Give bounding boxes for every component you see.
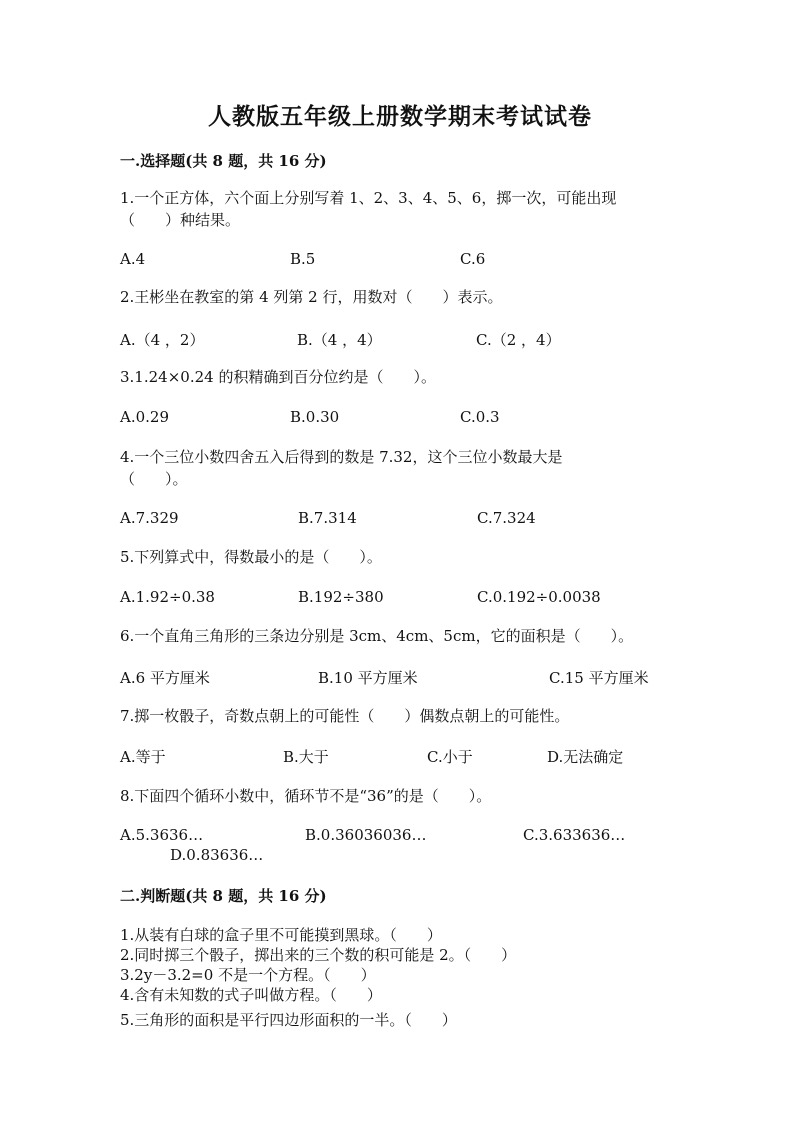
question-2: 2.王彬坐在教室的第 4 列第 2 行，用数对（ ）表示。: [120, 288, 503, 306]
question-3: 3.1.24×0.24 的积精确到百分位约是（ ）。: [120, 368, 436, 386]
q8-option-d: D.0.83636…: [170, 846, 264, 864]
q8-option-a: A.5.3636…: [120, 826, 204, 844]
q6-option-a: A.6 平方厘米: [120, 669, 210, 687]
page-title: 人教版五年级上册数学期末考试试卷: [208, 103, 592, 130]
q6-option-c: C.15 平方厘米: [549, 669, 649, 687]
question-1-line-1: 1.一个正方体，六个面上分别写着 1、2、3、4、5、6，掷一次，可能出现: [120, 189, 617, 207]
q4-option-b: B.7.314: [298, 509, 357, 527]
judgment-3: 3.2y－3.2=0 不是一个方程。（ ）: [120, 966, 376, 984]
question-8: 8.下面四个循环小数中，循环节不是“36”的是（ ）。: [120, 787, 492, 805]
question-4-line-2: （ ）。: [120, 470, 188, 488]
q5-option-b: B.192÷380: [298, 588, 384, 606]
q4-option-c: C.7.324: [477, 509, 536, 527]
question-6: 6.一个直角三角形的三条边分别是 3cm、4cm、5cm，它的面积是（ ）。: [120, 627, 634, 645]
question-5: 5.下列算式中，得数最小的是（ ）。: [120, 548, 382, 566]
section-heading-choice: 一.选择题(共 8 题，共 16 分): [120, 152, 327, 170]
q3-option-a: A.0.29: [120, 408, 169, 426]
q1-option-a: A.4: [120, 250, 146, 268]
q4-option-a: A.7.329: [120, 509, 179, 527]
judgment-4: 4.含有未知数的式子叫做方程。（ ）: [120, 986, 382, 1004]
q1-option-b: B.5: [290, 250, 316, 268]
q1-option-c: C.6: [460, 250, 486, 268]
judgment-2: 2.同时掷三个骰子，掷出来的三个数的积可能是 2。（ ）: [120, 946, 517, 964]
q2-option-b: B.（4 ，4）: [297, 331, 382, 349]
question-1: [120, 187, 680, 231]
q7-option-a: A.等于: [120, 748, 166, 766]
q2-option-c: C.（2 ，4）: [476, 331, 561, 349]
question-4: [120, 446, 680, 490]
q5-option-c: C.0.192÷0.0038: [477, 588, 601, 606]
q7-option-b: B.大于: [283, 748, 329, 766]
q3-option-b: B.0.30: [290, 408, 340, 426]
question-1-line-2: （ ）种结果。: [120, 211, 241, 229]
q2-option-a: A.（4 ，2）: [120, 331, 205, 349]
question-4-line-1: 4.一个三位小数四舍五入后得到的数是 7.32，这个三位小数最大是: [120, 448, 563, 466]
q7-option-c: C.小于: [427, 748, 473, 766]
q6-option-b: B.10 平方厘米: [318, 669, 418, 687]
q5-option-a: A.1.92÷0.38: [120, 588, 215, 606]
q3-option-c: C.0.3: [460, 408, 500, 426]
q7-option-d: D.无法确定: [547, 748, 624, 766]
judgment-1: 1.从装有白球的盒子里不可能摸到黑球。（ ）: [120, 926, 442, 944]
question-7: 7.掷一枚骰子，奇数点朝上的可能性（ ）偶数点朝上的可能性。: [120, 707, 570, 725]
q8-option-c: C.3.633636…: [523, 826, 626, 844]
judgment-5: 5.三角形的面积是平行四边形面积的一半。（ ）: [120, 1011, 457, 1029]
q8-option-b: B.0.36036036…: [305, 826, 427, 844]
section-heading-judgment: 二.判断题(共 8 题，共 16 分): [120, 887, 327, 905]
